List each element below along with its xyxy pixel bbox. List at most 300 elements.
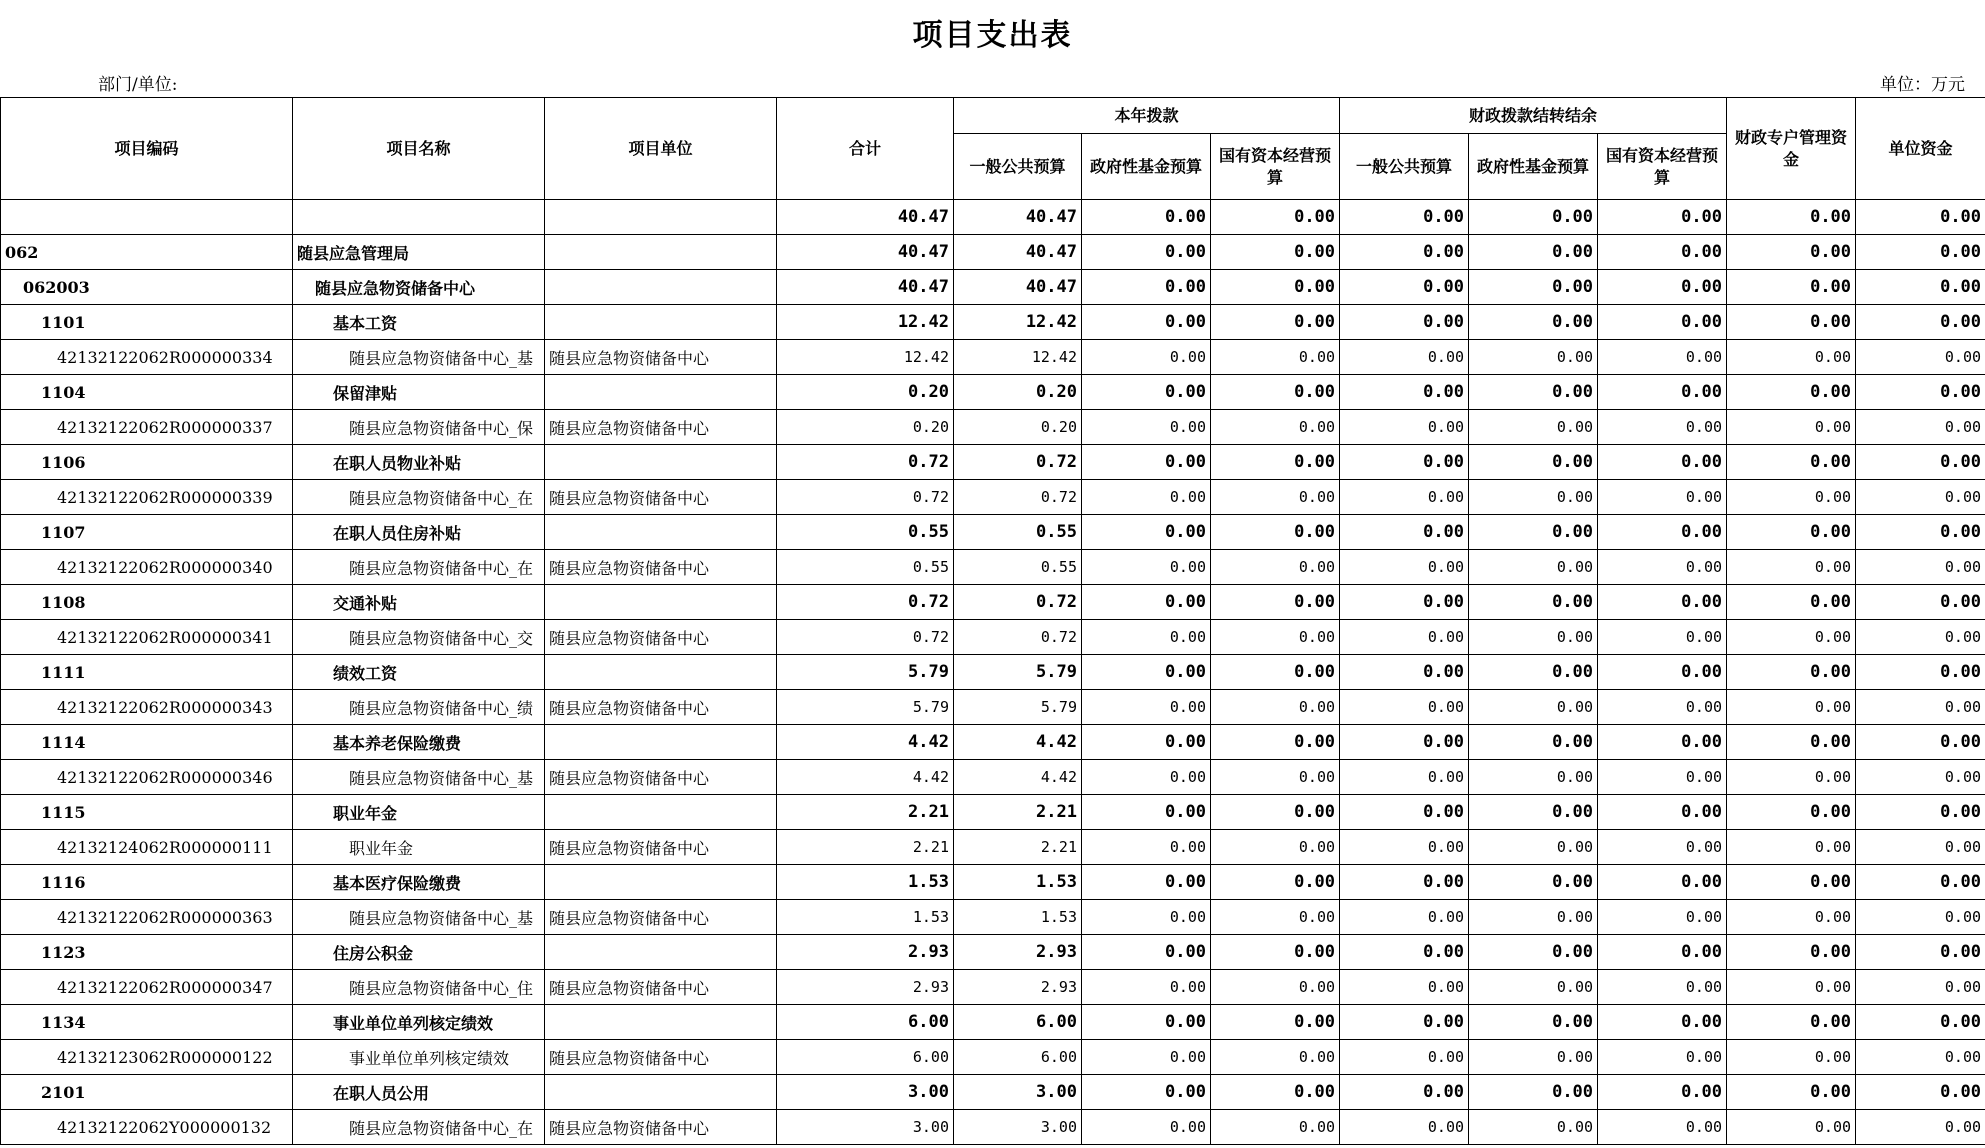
header-g1-general: 一般公共预算 — [954, 134, 1082, 200]
cell-amount: 0.00 — [1211, 900, 1340, 935]
cell-amount: 0.00 — [1598, 935, 1727, 970]
cell-amount: 6.00 — [777, 1005, 954, 1040]
cell-amount: 0.00 — [1082, 1110, 1211, 1145]
cell-amount: 2.21 — [954, 795, 1082, 830]
cell-amount: 0.00 — [1598, 305, 1727, 340]
cell-amount: 0.00 — [1727, 270, 1856, 305]
cell-amount: 12.42 — [954, 340, 1082, 375]
cell-amount: 0.00 — [1082, 445, 1211, 480]
cell-amount: 0.00 — [1856, 900, 1985, 935]
cell-code: 2101 — [1, 1075, 293, 1110]
cell-code: 062003 — [1, 270, 293, 305]
cell-amount: 0.20 — [954, 375, 1082, 410]
table-row — [1, 200, 1985, 235]
cell-amount: 0.00 — [1211, 935, 1340, 970]
cell-amount: 5.79 — [777, 655, 954, 690]
cell-name: 在职人员公用 — [293, 1075, 545, 1110]
cell-amount: 0.00 — [1856, 1075, 1985, 1110]
cell-amount: 0.00 — [1469, 200, 1598, 235]
cell-amount: 0.00 — [1340, 1040, 1469, 1075]
cell-amount: 3.00 — [954, 1110, 1082, 1145]
cell-amount: 0.00 — [1340, 585, 1469, 620]
cell-amount: 0.00 — [1727, 620, 1856, 655]
cell-amount: 0.00 — [1856, 795, 1985, 830]
cell-amount: 0.72 — [777, 620, 954, 655]
cell-amount: 0.00 — [1211, 725, 1340, 760]
table-row — [1, 585, 1985, 620]
cell-amount: 0.00 — [1598, 375, 1727, 410]
cell-amount: 0.00 — [1082, 235, 1211, 270]
cell-unit: 随县应急物资储备中心 — [545, 1040, 777, 1075]
cell-amount: 0.00 — [1082, 655, 1211, 690]
cell-amount: 0.00 — [1598, 655, 1727, 690]
header-name: 项目名称 — [293, 98, 545, 200]
cell-amount: 0.00 — [1469, 725, 1598, 760]
cell-amount: 40.47 — [954, 200, 1082, 235]
cell-amount: 4.42 — [777, 725, 954, 760]
table-row — [1, 620, 1985, 655]
cell-amount: 0.00 — [1211, 830, 1340, 865]
cell-name: 交通补贴 — [293, 585, 545, 620]
cell-amount: 0.00 — [1211, 550, 1340, 585]
cell-amount: 0.00 — [1598, 1075, 1727, 1110]
table-row — [1, 340, 1985, 375]
cell-name: 随县应急物资储备中心 — [293, 270, 545, 305]
cell-unit — [545, 305, 777, 340]
cell-amount: 0.00 — [1856, 410, 1985, 445]
cell-name: 基本工资 — [293, 305, 545, 340]
cell-amount: 0.00 — [1469, 375, 1598, 410]
cell-amount: 0.00 — [1340, 445, 1469, 480]
cell-amount: 0.00 — [1856, 585, 1985, 620]
cell-amount: 0.00 — [1727, 900, 1856, 935]
cell-amount: 0.00 — [1082, 760, 1211, 795]
cell-amount: 0.00 — [1340, 1005, 1469, 1040]
cell-amount: 0.00 — [1598, 270, 1727, 305]
cell-unit: 随县应急物资储备中心 — [545, 340, 777, 375]
cell-amount: 0.00 — [1340, 515, 1469, 550]
cell-amount: 0.00 — [1340, 620, 1469, 655]
cell-amount: 0.00 — [1340, 935, 1469, 970]
cell-amount: 40.47 — [777, 235, 954, 270]
cell-amount: 0.00 — [1598, 970, 1727, 1005]
cell-amount: 0.00 — [1469, 900, 1598, 935]
cell-amount: 0.00 — [1727, 200, 1856, 235]
cell-unit: 随县应急物资储备中心 — [545, 410, 777, 445]
cell-amount: 2.21 — [777, 795, 954, 830]
table-row — [1, 375, 1985, 410]
cell-amount: 0.00 — [1598, 515, 1727, 550]
cell-amount: 0.00 — [1598, 445, 1727, 480]
table-row — [1, 1075, 1985, 1110]
cell-amount: 0.55 — [777, 515, 954, 550]
cell-amount: 3.00 — [777, 1110, 954, 1145]
cell-amount: 0.00 — [1082, 340, 1211, 375]
table-row — [1, 795, 1985, 830]
table-row — [1, 760, 1985, 795]
cell-amount: 0.00 — [1340, 760, 1469, 795]
cell-name: 保留津贴 — [293, 375, 545, 410]
header-g2-general: 一般公共预算 — [1340, 134, 1469, 200]
cell-amount: 0.00 — [1211, 1075, 1340, 1110]
cell-code: 42132122062Y000000132 — [1, 1110, 293, 1145]
cell-amount: 0.00 — [1340, 340, 1469, 375]
cell-amount: 0.00 — [1727, 1040, 1856, 1075]
cell-amount: 0.00 — [1856, 1005, 1985, 1040]
cell-code — [1, 200, 293, 235]
unit-label: 单位：万元 — [1880, 75, 1965, 95]
cell-amount: 0.00 — [1598, 410, 1727, 445]
cell-amount: 0.00 — [1082, 375, 1211, 410]
cell-amount: 0.00 — [1598, 725, 1727, 760]
cell-amount: 0.00 — [1082, 935, 1211, 970]
header-g1-fund: 政府性基金预算 — [1082, 134, 1211, 200]
cell-amount: 0.00 — [1211, 200, 1340, 235]
cell-code: 1104 — [1, 375, 293, 410]
cell-amount: 0.00 — [1727, 1005, 1856, 1040]
cell-amount: 0.00 — [1469, 515, 1598, 550]
cell-unit — [545, 795, 777, 830]
cell-amount: 0.00 — [1727, 795, 1856, 830]
cell-amount: 0.00 — [1211, 970, 1340, 1005]
cell-code: 1111 — [1, 655, 293, 690]
cell-amount: 0.00 — [1082, 200, 1211, 235]
cell-amount: 0.00 — [1856, 760, 1985, 795]
cell-amount: 0.00 — [1469, 690, 1598, 725]
cell-amount: 0.72 — [777, 480, 954, 515]
cell-code: 1123 — [1, 935, 293, 970]
project-expenditure-table — [0, 97, 1985, 1145]
cell-code: 1134 — [1, 1005, 293, 1040]
cell-amount: 0.00 — [1469, 550, 1598, 585]
cell-unit — [545, 270, 777, 305]
cell-amount: 0.00 — [1856, 305, 1985, 340]
cell-amount: 0.00 — [1598, 340, 1727, 375]
cell-amount: 1.53 — [777, 900, 954, 935]
cell-unit — [545, 200, 777, 235]
header-g2-state-capital: 国有资本经营预算 — [1598, 134, 1727, 200]
cell-amount: 0.00 — [1856, 445, 1985, 480]
cell-amount: 0.20 — [954, 410, 1082, 445]
cell-amount: 0.00 — [1211, 1005, 1340, 1040]
cell-amount: 2.21 — [954, 830, 1082, 865]
table-row — [1, 305, 1985, 340]
page-title: 项目支出表 — [912, 18, 1073, 53]
cell-unit — [545, 375, 777, 410]
cell-amount: 0.00 — [1598, 550, 1727, 585]
cell-amount: 5.79 — [954, 655, 1082, 690]
cell-amount: 0.00 — [1469, 760, 1598, 795]
cell-amount: 0.00 — [1211, 375, 1340, 410]
cell-amount: 6.00 — [954, 1040, 1082, 1075]
cell-unit — [545, 655, 777, 690]
cell-amount: 0.00 — [1727, 550, 1856, 585]
cell-amount: 2.93 — [777, 935, 954, 970]
cell-amount: 4.42 — [954, 725, 1082, 760]
cell-amount: 0.00 — [1727, 865, 1856, 900]
cell-amount: 0.00 — [1469, 1110, 1598, 1145]
cell-amount: 0.00 — [1856, 375, 1985, 410]
cell-amount: 0.00 — [1598, 830, 1727, 865]
cell-name: 随县应急管理局 — [293, 235, 545, 270]
cell-amount: 0.00 — [1211, 795, 1340, 830]
cell-amount: 2.93 — [777, 970, 954, 1005]
cell-amount: 0.55 — [954, 515, 1082, 550]
cell-amount: 0.00 — [1727, 375, 1856, 410]
cell-amount: 0.00 — [1469, 620, 1598, 655]
cell-amount: 0.00 — [1211, 410, 1340, 445]
cell-amount: 0.00 — [1340, 1075, 1469, 1110]
cell-amount: 0.00 — [1598, 760, 1727, 795]
cell-amount: 0.00 — [1598, 795, 1727, 830]
cell-amount: 0.00 — [1469, 865, 1598, 900]
cell-code: 42132122062R000000334 — [1, 340, 293, 375]
cell-amount: 0.00 — [1856, 340, 1985, 375]
cell-amount: 0.00 — [1598, 690, 1727, 725]
cell-amount: 0.00 — [1727, 1110, 1856, 1145]
cell-unit: 随县应急物资储备中心 — [545, 970, 777, 1005]
cell-amount: 0.00 — [1469, 1005, 1598, 1040]
cell-amount: 0.00 — [1082, 305, 1211, 340]
cell-amount: 0.00 — [1856, 550, 1985, 585]
table-row — [1, 935, 1985, 970]
cell-name: 事业单位单列核定绩效 — [293, 1040, 545, 1075]
cell-amount: 0.00 — [1340, 725, 1469, 760]
header-group-current-year: 本年拨款 — [954, 98, 1340, 134]
cell-amount: 0.00 — [1211, 235, 1340, 270]
cell-unit: 随县应急物资储备中心 — [545, 760, 777, 795]
cell-name: 基本医疗保险缴费 — [293, 865, 545, 900]
cell-amount: 0.00 — [1856, 865, 1985, 900]
cell-amount: 4.42 — [954, 760, 1082, 795]
cell-amount: 0.00 — [1082, 865, 1211, 900]
table-row — [1, 690, 1985, 725]
cell-amount: 0.00 — [1469, 235, 1598, 270]
cell-amount: 0.00 — [1727, 655, 1856, 690]
cell-name: 基本养老保险缴费 — [293, 725, 545, 760]
cell-amount: 5.79 — [954, 690, 1082, 725]
cell-amount: 0.00 — [1856, 480, 1985, 515]
header-group-carryover: 财政拨款结转结余 — [1340, 98, 1727, 134]
cell-amount: 0.72 — [954, 585, 1082, 620]
cell-amount: 0.00 — [1082, 1005, 1211, 1040]
cell-name: 随县应急物资储备中心_交 — [293, 620, 545, 655]
cell-amount: 0.00 — [1211, 515, 1340, 550]
table-row — [1, 550, 1985, 585]
cell-amount: 0.00 — [1727, 235, 1856, 270]
cell-amount: 0.00 — [1727, 830, 1856, 865]
cell-amount: 0.00 — [1856, 935, 1985, 970]
cell-amount: 0.00 — [1598, 1110, 1727, 1145]
header-special-account: 财政专户管理资金 — [1727, 98, 1856, 200]
cell-amount: 0.00 — [1598, 1040, 1727, 1075]
cell-amount: 0.00 — [1727, 480, 1856, 515]
cell-amount: 0.00 — [1727, 760, 1856, 795]
cell-amount: 0.00 — [1598, 1005, 1727, 1040]
cell-amount: 0.00 — [1211, 480, 1340, 515]
cell-amount: 0.00 — [1340, 830, 1469, 865]
cell-unit — [545, 1075, 777, 1110]
cell-amount: 0.00 — [1340, 200, 1469, 235]
cell-amount: 0.00 — [1340, 865, 1469, 900]
cell-unit — [545, 585, 777, 620]
cell-amount: 0.20 — [777, 410, 954, 445]
cell-amount: 0.00 — [1082, 900, 1211, 935]
cell-amount: 0.00 — [1727, 515, 1856, 550]
cell-amount: 0.00 — [1082, 795, 1211, 830]
cell-amount: 0.00 — [1211, 760, 1340, 795]
cell-code: 42132122062R000000346 — [1, 760, 293, 795]
cell-unit: 随县应急物资储备中心 — [545, 1110, 777, 1145]
table-row — [1, 515, 1985, 550]
cell-code: 42132122062R000000337 — [1, 410, 293, 445]
cell-unit — [545, 1005, 777, 1040]
cell-amount: 0.00 — [1082, 830, 1211, 865]
cell-unit: 随县应急物资储备中心 — [545, 620, 777, 655]
cell-amount: 12.42 — [777, 305, 954, 340]
cell-amount: 4.42 — [777, 760, 954, 795]
cell-amount: 40.47 — [777, 200, 954, 235]
cell-amount: 0.00 — [1856, 200, 1985, 235]
cell-name: 随县应急物资储备中心_住 — [293, 970, 545, 1005]
cell-amount: 0.72 — [777, 585, 954, 620]
cell-amount: 0.00 — [1340, 480, 1469, 515]
cell-amount: 0.00 — [1211, 270, 1340, 305]
table-row — [1, 1110, 1985, 1145]
cell-amount: 0.00 — [1082, 515, 1211, 550]
cell-amount: 0.00 — [1340, 270, 1469, 305]
cell-name — [293, 200, 545, 235]
cell-amount: 0.00 — [1082, 550, 1211, 585]
header-code: 项目编码 — [1, 98, 293, 200]
cell-amount: 0.00 — [1211, 585, 1340, 620]
table-row — [1, 270, 1985, 305]
cell-code: 42132122062R000000339 — [1, 480, 293, 515]
cell-unit: 随县应急物资储备中心 — [545, 690, 777, 725]
cell-amount: 1.53 — [954, 865, 1082, 900]
cell-amount: 0.72 — [777, 445, 954, 480]
cell-name: 职业年金 — [293, 795, 545, 830]
cell-amount: 0.00 — [1211, 690, 1340, 725]
cell-amount: 0.00 — [1727, 305, 1856, 340]
cell-amount: 0.00 — [1211, 1040, 1340, 1075]
department-label: 部门/单位: — [98, 75, 178, 95]
cell-amount: 0.00 — [1340, 235, 1469, 270]
cell-amount: 0.00 — [1469, 1075, 1598, 1110]
table-row — [1, 970, 1985, 1005]
cell-unit — [545, 515, 777, 550]
cell-amount: 0.00 — [1082, 585, 1211, 620]
cell-unit: 随县应急物资储备中心 — [545, 550, 777, 585]
cell-amount: 0.00 — [1469, 270, 1598, 305]
cell-amount: 0.00 — [1211, 655, 1340, 690]
cell-unit — [545, 935, 777, 970]
header-g2-fund: 政府性基金预算 — [1469, 134, 1598, 200]
table-row — [1, 235, 1985, 270]
cell-amount: 0.00 — [1340, 1110, 1469, 1145]
cell-amount: 0.00 — [1340, 795, 1469, 830]
cell-amount: 2.21 — [777, 830, 954, 865]
cell-unit: 随县应急物资储备中心 — [545, 830, 777, 865]
cell-amount: 0.00 — [1598, 585, 1727, 620]
cell-code: 42132122062R000000343 — [1, 690, 293, 725]
cell-amount: 0.00 — [1211, 620, 1340, 655]
cell-code: 42132122062R000000340 — [1, 550, 293, 585]
cell-amount: 5.79 — [777, 690, 954, 725]
cell-amount: 0.00 — [1727, 725, 1856, 760]
cell-amount: 0.00 — [1598, 235, 1727, 270]
cell-amount: 0.00 — [1856, 620, 1985, 655]
cell-unit — [545, 725, 777, 760]
cell-amount: 0.00 — [1469, 1040, 1598, 1075]
cell-name: 住房公积金 — [293, 935, 545, 970]
cell-amount: 0.00 — [1598, 900, 1727, 935]
cell-amount: 0.00 — [1727, 585, 1856, 620]
header-unit: 项目单位 — [545, 98, 777, 200]
cell-amount: 0.00 — [1856, 1110, 1985, 1145]
cell-unit — [545, 235, 777, 270]
cell-amount: 0.00 — [1211, 1110, 1340, 1145]
cell-amount: 40.47 — [954, 235, 1082, 270]
cell-amount: 0.00 — [1727, 970, 1856, 1005]
cell-amount: 0.00 — [1856, 690, 1985, 725]
cell-amount: 0.00 — [1727, 690, 1856, 725]
cell-amount: 0.00 — [1340, 550, 1469, 585]
cell-code: 42132124062R000000111 — [1, 830, 293, 865]
cell-amount: 2.93 — [954, 970, 1082, 1005]
table-row — [1, 725, 1985, 760]
cell-name: 职业年金 — [293, 830, 545, 865]
cell-name: 随县应急物资储备中心_在 — [293, 1110, 545, 1145]
cell-unit: 随县应急物资储备中心 — [545, 480, 777, 515]
cell-amount: 3.00 — [954, 1075, 1082, 1110]
cell-code: 42132122062R000000341 — [1, 620, 293, 655]
cell-amount: 0.00 — [1856, 655, 1985, 690]
cell-amount: 0.00 — [1469, 340, 1598, 375]
cell-amount: 40.47 — [954, 270, 1082, 305]
cell-amount: 0.00 — [1082, 970, 1211, 1005]
cell-amount: 0.00 — [1469, 795, 1598, 830]
cell-amount: 0.00 — [1856, 830, 1985, 865]
cell-amount: 0.00 — [1856, 1040, 1985, 1075]
cell-amount: 0.00 — [1211, 865, 1340, 900]
cell-amount: 0.00 — [1082, 1075, 1211, 1110]
cell-amount: 0.00 — [1598, 620, 1727, 655]
cell-amount: 0.00 — [1469, 445, 1598, 480]
cell-name: 在职人员物业补贴 — [293, 445, 545, 480]
cell-name: 随县应急物资储备中心_基 — [293, 900, 545, 935]
cell-amount: 0.00 — [1082, 270, 1211, 305]
cell-code: 1107 — [1, 515, 293, 550]
cell-amount: 0.00 — [1340, 655, 1469, 690]
cell-name: 随县应急物资储备中心_基 — [293, 340, 545, 375]
table-row — [1, 445, 1985, 480]
cell-amount: 0.20 — [777, 375, 954, 410]
cell-amount: 0.00 — [1082, 690, 1211, 725]
table-body — [1, 200, 1985, 1145]
cell-amount: 0.00 — [1211, 340, 1340, 375]
cell-name: 随县应急物资储备中心_基 — [293, 760, 545, 795]
cell-name: 绩效工资 — [293, 655, 545, 690]
cell-amount: 0.00 — [1856, 970, 1985, 1005]
cell-amount: 0.00 — [1340, 305, 1469, 340]
cell-amount: 0.00 — [1856, 725, 1985, 760]
cell-amount: 0.00 — [1340, 970, 1469, 1005]
cell-code: 1114 — [1, 725, 293, 760]
cell-code: 1108 — [1, 585, 293, 620]
cell-name: 事业单位单列核定绩效 — [293, 1005, 545, 1040]
header-total: 合计 — [777, 98, 954, 200]
